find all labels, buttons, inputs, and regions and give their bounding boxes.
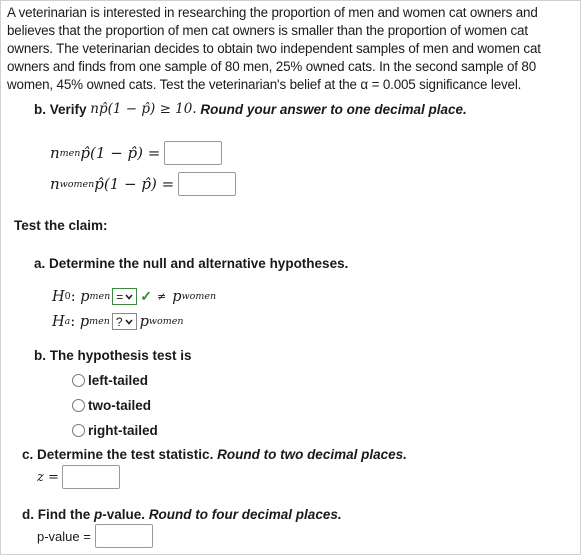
- test-type-label: b. The hypothesis test is: [34, 348, 192, 363]
- p-women-symbol: p: [172, 288, 182, 305]
- z-label: z =: [37, 469, 59, 485]
- option-label: two-tailed: [88, 398, 151, 413]
- chevron-down-icon: [125, 319, 133, 325]
- ha-symbol: H: [52, 313, 65, 330]
- pvalue-label-rest: -value.: [102, 507, 146, 522]
- p-men-sub: men: [89, 291, 111, 302]
- n-men-sub: men: [59, 147, 81, 159]
- chevron-down-icon: [125, 294, 133, 300]
- test-claim-heading: Test the claim:: [14, 218, 108, 233]
- h0-relation-select[interactable]: [112, 288, 137, 305]
- option-left-tailed[interactable]: [72, 368, 158, 393]
- pvalue-field-label: p-value =: [37, 528, 91, 544]
- ha-select-value: ?: [115, 314, 123, 329]
- ha-sub: a: [64, 316, 71, 327]
- ha-relation-select[interactable]: [112, 313, 137, 330]
- test-statistic-label-row: [22, 447, 407, 462]
- problem-intro: A veterinarian is interested in researching the proportion of men and women cat owners and believes that the proportion of men cat owners is smaller than the proportion of women cat owners. The veterinarian decides to obtain two independent samples of men and women cat owners and finds from one sample of 80 men, 25% owned cats. In the second sample of 80 women, 45% owned cats. Test the veterinarian's belief at the α = 0.005 significance level.: [7, 5, 541, 92]
- n-men-symbol: n: [50, 144, 60, 162]
- z-row: [37, 465, 120, 489]
- women-phat-expression: p̂(1 − p̂) =: [94, 175, 175, 193]
- women-verify-row: [50, 172, 236, 196]
- hypotheses-label: a. Determine the null and alternative hypotheses.: [34, 256, 349, 271]
- pvalue-input[interactable]: [95, 524, 153, 548]
- h0-select-value: =: [116, 289, 124, 304]
- men-phat-expression: p̂(1 − p̂) =: [80, 144, 161, 162]
- h0-row: H 0 : p men = ✓ ≠ p women: [52, 288, 217, 305]
- verify-label: b. Verify: [34, 101, 87, 117]
- pvalue-label-start: d. Find the: [22, 507, 91, 522]
- pvalue-p: p: [94, 507, 103, 522]
- p-men-symbol-2: p: [79, 313, 90, 330]
- option-right-tailed[interactable]: [72, 418, 158, 443]
- p-women-symbol-2: p: [139, 313, 149, 330]
- p-women-sub-2: women: [148, 316, 184, 327]
- h0-relation-symbol: ≠: [157, 290, 167, 303]
- pvalue-label-row: [22, 507, 342, 522]
- p-men-symbol: p: [80, 288, 90, 305]
- n-women-symbol: n: [50, 175, 60, 193]
- h0-symbol: H: [52, 288, 65, 305]
- option-label: right-tailed: [88, 423, 158, 438]
- men-verify-row: [50, 141, 222, 165]
- verify-label-row: [34, 101, 467, 117]
- p-men-sub-2: men: [89, 316, 110, 327]
- h0-sub: 0: [64, 291, 71, 302]
- pvalue-row: [37, 524, 153, 548]
- z-input[interactable]: [62, 465, 120, 489]
- radio-icon[interactable]: [72, 399, 85, 412]
- test-statistic-note: Round to two decimal places.: [217, 447, 407, 462]
- pvalue-note: Round to four decimal places.: [148, 507, 342, 522]
- men-verify-input[interactable]: [164, 141, 222, 165]
- verify-note: Round your answer to one decimal place.: [200, 101, 467, 117]
- test-type-options: [72, 368, 158, 443]
- n-women-sub: women: [59, 178, 95, 190]
- p-women-sub: women: [181, 291, 217, 302]
- option-two-tailed[interactable]: [72, 393, 158, 418]
- option-label: left-tailed: [88, 373, 149, 388]
- radio-icon[interactable]: [72, 374, 85, 387]
- check-icon: ✓: [140, 288, 152, 305]
- ha-row: H a : p men ? p women: [52, 313, 184, 330]
- verify-expression: np̂(1 − p̂) ≥ 10.: [90, 101, 197, 117]
- test-statistic-label: c. Determine the test statistic.: [22, 447, 214, 462]
- women-verify-input[interactable]: [178, 172, 236, 196]
- radio-icon[interactable]: [72, 424, 85, 437]
